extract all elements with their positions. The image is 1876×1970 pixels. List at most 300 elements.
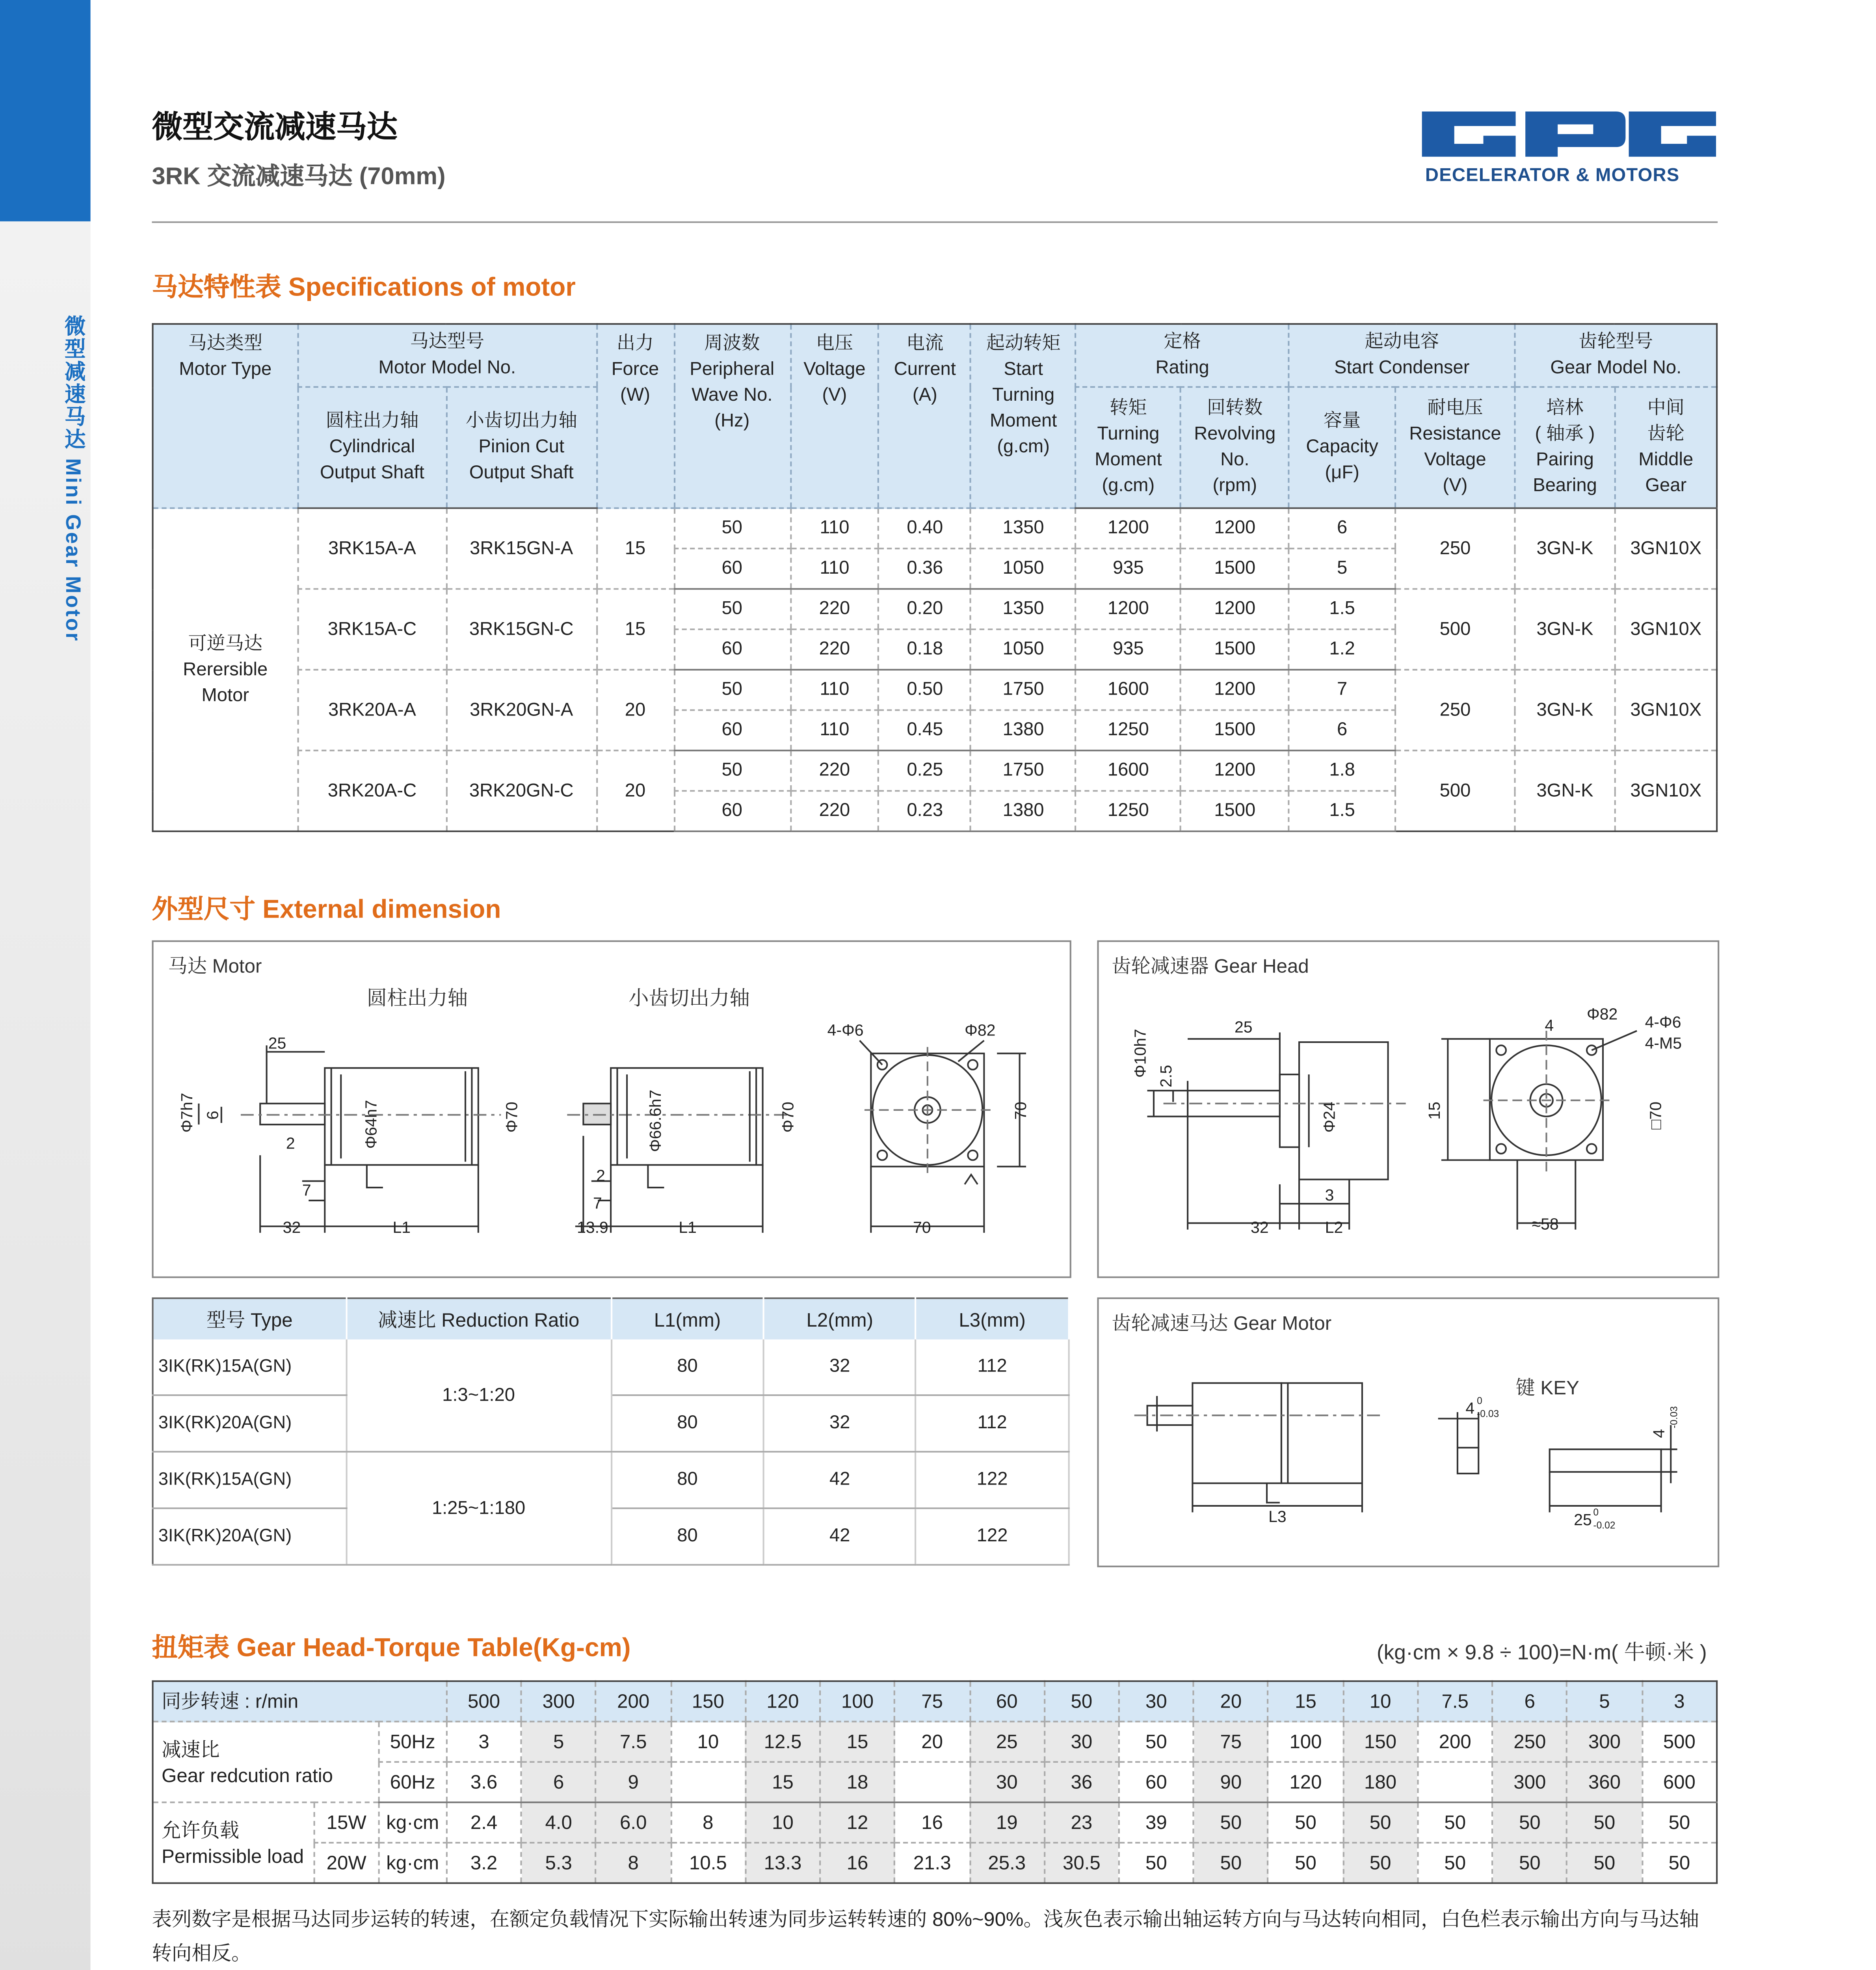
torque-cell: 3 — [446, 1721, 521, 1762]
spec-middle: 3GN10X — [1615, 670, 1717, 751]
hdr-capacity: 容量 Capacity (μF) — [1289, 387, 1395, 508]
torque-section-title: 扭矩表 Gear Head-Torque Table(Kg-cm) — [152, 1635, 631, 1663]
gearhead-drawing — [1099, 942, 1718, 1277]
speed-cell: 500 — [446, 1681, 521, 1722]
spec-middle: 3GN10X — [1615, 589, 1717, 670]
spec-cell: 1600 — [1076, 751, 1181, 791]
torque-cell: 2.4 — [446, 1802, 521, 1843]
torque-cell — [1418, 1762, 1493, 1803]
load-label: 允许负载 Permissible load — [153, 1802, 314, 1883]
torque-cell: 500 — [1642, 1721, 1717, 1762]
spec-cell: 60 — [674, 791, 790, 831]
spec-row — [153, 589, 1717, 630]
hdr-resist: 耐电压 Resistance Voltage (V) — [1395, 387, 1515, 508]
spec-cell: 50 — [674, 670, 790, 710]
hdr-motor-type: 马达类型 Motor Type — [153, 324, 298, 508]
torque-cell: 360 — [1567, 1762, 1642, 1803]
spec-cell: 5 — [1289, 548, 1395, 589]
dim-key-4-lower: -0.03 — [1477, 1409, 1499, 1420]
spec-cell: 0.36 — [879, 548, 971, 589]
torque-cell: 39 — [1119, 1802, 1194, 1843]
dim-gm-L3: L3 — [1268, 1507, 1287, 1526]
motor-drawing-box — [152, 940, 1071, 1278]
torque-cell: 50 — [1493, 1802, 1567, 1843]
dim-gh-58: ≈58 — [1532, 1215, 1559, 1233]
spec-cyl: 3RK20A-C — [298, 751, 446, 831]
w20-label: 20W — [314, 1843, 379, 1883]
torque-cell: 300 — [1493, 1762, 1567, 1803]
type-cell: 3IK(RK)15A(GN) — [153, 1340, 347, 1395]
torque-cell: 50 — [1493, 1843, 1567, 1883]
dim-gh-10h7: Φ10h7 — [1131, 1029, 1149, 1078]
torque-cell — [895, 1762, 970, 1803]
torque-cell: 50 — [1567, 1802, 1642, 1843]
speed-cell: 300 — [521, 1681, 596, 1722]
dim-motor-2: 2 — [286, 1134, 295, 1152]
spec-cell: 1.5 — [1289, 791, 1395, 831]
dim-key-25: 25 — [1574, 1511, 1592, 1529]
side-label: 微型减速马达 Mini Gear Motor — [61, 315, 86, 643]
tt-hdr-l2: L2(mm) — [764, 1298, 916, 1340]
gearmotor-label: 齿轮减速马达 Gear Motor — [1112, 1312, 1332, 1335]
torque-cell: 36 — [1044, 1762, 1119, 1803]
len-cell: 112 — [916, 1395, 1069, 1452]
spec-cell: 1200 — [1076, 589, 1181, 630]
gearhead-drawing-box — [1097, 940, 1719, 1278]
dim-motor2-7: 7 — [593, 1194, 602, 1212]
torque-cell: 25 — [969, 1721, 1044, 1762]
spec-cell: 7 — [1289, 670, 1395, 710]
speed-cell: 7.5 — [1418, 1681, 1493, 1722]
spec-resist: 250 — [1395, 670, 1515, 751]
spec-cell: 1750 — [971, 670, 1076, 710]
len-cell: 80 — [611, 1340, 764, 1395]
dim-key-4v-tol: -0.03 — [1669, 1406, 1680, 1429]
hz50-label: 50Hz — [379, 1721, 446, 1762]
torque-cell: 16 — [895, 1802, 970, 1843]
torque-cell: 21.3 — [895, 1843, 970, 1883]
dims-section-title: 外型尺寸 External dimension — [152, 896, 501, 924]
torque-cell: 50 — [1642, 1843, 1717, 1883]
torque-unit-note: (kg·cm × 9.8 ÷ 100)=N·m( 牛顿·米 ) — [1376, 1640, 1707, 1664]
torque-cell: 10 — [746, 1802, 820, 1843]
torque-row — [153, 1721, 1717, 1762]
torque-cell: 18 — [820, 1762, 895, 1803]
torque-cell: 25.3 — [969, 1843, 1044, 1883]
dim-front-70h: 70 — [1011, 1102, 1030, 1120]
type-cell: 3IK(RK)20A(GN) — [153, 1508, 347, 1565]
spec-cell: 0.50 — [879, 670, 971, 710]
dim-motor-7: 7 — [302, 1181, 311, 1199]
cyl-shaft-label: 圆柱出力轴 — [366, 987, 468, 1010]
spec-cyl: 3RK15A-C — [298, 589, 446, 670]
spec-cyl: 3RK15A-A — [298, 508, 446, 589]
torque-cell: 180 — [1343, 1762, 1418, 1803]
spec-cell: 1380 — [971, 791, 1076, 831]
dim-gh-4phi6: 4-Φ6 — [1645, 1013, 1681, 1031]
torque-row — [153, 1762, 1717, 1803]
spec-middle: 3GN10X — [1615, 751, 1717, 831]
speed-cell: 5 — [1567, 1681, 1642, 1722]
torque-cell: 120 — [1268, 1762, 1343, 1803]
spec-resist: 250 — [1395, 508, 1515, 589]
spec-cell: 1350 — [971, 508, 1076, 549]
ratio-cell: 1:3~1:20 — [346, 1340, 611, 1452]
len-cell: 122 — [916, 1452, 1069, 1509]
hz60-label: 60Hz — [379, 1762, 446, 1803]
hdr-middle: 中间 齿轮 Middle Gear — [1615, 387, 1717, 508]
torque-cell: 50 — [1194, 1843, 1268, 1883]
torque-row — [153, 1681, 1717, 1722]
tt-hdr-l3: L3(mm) — [916, 1298, 1069, 1340]
dim-motor-32: 32 — [283, 1218, 301, 1236]
spec-force: 20 — [597, 670, 674, 751]
spec-cell: 220 — [790, 629, 879, 670]
torque-cell: 30 — [969, 1762, 1044, 1803]
len-cell: 80 — [611, 1395, 764, 1452]
spec-row — [153, 751, 1717, 791]
key-label: 键 KEY — [1515, 1376, 1579, 1399]
dim-gh-25: 25 — [1235, 1018, 1253, 1036]
hdr-rating: 定格 Rating — [1076, 324, 1289, 387]
kgcm-label: kg·cm — [379, 1843, 446, 1883]
spec-cell: 1500 — [1181, 791, 1289, 831]
torque-cell: 3.2 — [446, 1843, 521, 1883]
spec-table — [152, 323, 1718, 832]
kgcm-label: kg·cm — [379, 1802, 446, 1843]
hdr-bearing: 培林 ( 轴承 ) Pairing Bearing — [1515, 387, 1615, 508]
spec-cell: 1750 — [971, 751, 1076, 791]
dim-front-4phi6: 4-Φ6 — [827, 1021, 864, 1039]
hdr-turning: 转矩 Turning Moment (g.cm) — [1076, 387, 1181, 508]
spec-cell: 60 — [674, 710, 790, 751]
spec-cell: 110 — [790, 670, 879, 710]
hdr-pinion: 小齿切出力轴 Pinion Cut Output Shaft — [446, 387, 597, 508]
torque-row — [153, 1802, 1717, 1843]
dim-key-25-lower: -0.02 — [1593, 1520, 1616, 1531]
spec-cell: 50 — [674, 751, 790, 791]
dim-gh-4m5: 4-M5 — [1645, 1034, 1682, 1052]
torque-cell: 50 — [1418, 1802, 1493, 1843]
spec-force: 20 — [597, 751, 674, 831]
spec-cell: 220 — [790, 589, 879, 630]
hdr-condenser: 起动电容 Start Condenser — [1289, 324, 1515, 387]
len-cell: 80 — [611, 1452, 764, 1509]
spec-bearing: 3GN-K — [1515, 670, 1615, 751]
spec-cell: 0.23 — [879, 791, 971, 831]
type-row — [153, 1452, 1069, 1509]
spec-cyl: 3RK20A-A — [298, 670, 446, 751]
page-title: 微型交流减速马达 — [152, 111, 398, 146]
len-cell: 42 — [764, 1452, 916, 1509]
torque-cell: 50 — [1642, 1802, 1717, 1843]
spec-motor-type: 可逆马达 Rerersible Motor — [153, 508, 298, 831]
torque-cell: 9 — [596, 1762, 671, 1803]
hdr-freq: 周波数 Peripheral Wave No. (Hz) — [674, 324, 790, 508]
torque-cell: 3.6 — [446, 1762, 521, 1803]
torque-cell: 7.5 — [596, 1721, 671, 1762]
spec-cell: 110 — [790, 508, 879, 549]
dim-motor-25: 25 — [268, 1034, 286, 1052]
speed-cell: 75 — [895, 1681, 970, 1722]
hdr-gear-model: 齿轮型号 Gear Model No. — [1515, 324, 1717, 387]
spec-bearing: 3GN-K — [1515, 589, 1615, 670]
torque-cell: 4.0 — [521, 1802, 596, 1843]
dim-front-70w: 70 — [913, 1218, 931, 1236]
len-cell: 32 — [764, 1395, 916, 1452]
torque-cell: 60 — [1119, 1762, 1194, 1803]
spec-row — [153, 670, 1717, 710]
torque-cell: 10.5 — [671, 1843, 746, 1883]
spec-cell: 0.45 — [879, 710, 971, 751]
torque-cell: 20 — [895, 1721, 970, 1762]
torque-cell: 23 — [1044, 1802, 1119, 1843]
spec-cell: 1250 — [1076, 710, 1181, 751]
torque-row — [153, 1843, 1717, 1883]
dim-motor-7h7: Φ7h7 — [177, 1093, 196, 1133]
speed-cell: 30 — [1119, 1681, 1194, 1722]
spec-cell: 1600 — [1076, 670, 1181, 710]
spec-cell: 1500 — [1181, 629, 1289, 670]
spec-bearing: 3GN-K — [1515, 751, 1615, 831]
torque-cell: 90 — [1194, 1762, 1268, 1803]
spec-cell: 0.18 — [879, 629, 971, 670]
spec-cell: 1200 — [1181, 751, 1289, 791]
spec-cell: 60 — [674, 629, 790, 670]
dim-motor2-2: 2 — [596, 1166, 606, 1185]
type-cell: 3IK(RK)20A(GN) — [153, 1395, 347, 1452]
torque-cell: 15 — [746, 1762, 820, 1803]
speed-cell: 6 — [1493, 1681, 1567, 1722]
spec-cell: 0.40 — [879, 508, 971, 549]
torque-cell: 19 — [969, 1802, 1044, 1843]
spec-cell: 1.2 — [1289, 629, 1395, 670]
hdr-force: 出力 Force (W) — [597, 324, 674, 508]
hdr-revolving: 回转数 Revolving No. (rpm) — [1181, 387, 1289, 508]
type-cell: 3IK(RK)15A(GN) — [153, 1452, 347, 1509]
spec-resist: 500 — [1395, 589, 1515, 670]
dim-gh-82: Φ82 — [1586, 1005, 1618, 1023]
dim-motor-70: Φ70 — [502, 1102, 521, 1133]
spec-cell: 935 — [1076, 629, 1181, 670]
speed-label: 同步转速 : r/min — [153, 1681, 447, 1722]
type-row — [153, 1340, 1069, 1395]
torque-cell: 50 — [1119, 1721, 1194, 1762]
dim-key-25-upper: 0 — [1593, 1507, 1599, 1518]
torque-cell: 200 — [1418, 1721, 1493, 1762]
torque-cell: 10 — [671, 1721, 746, 1762]
dim-motor-6: 6 — [203, 1111, 222, 1120]
spec-pinion: 3RK15GN-A — [446, 508, 597, 589]
torque-cell: 8 — [596, 1843, 671, 1883]
dim-gh-L2: L2 — [1325, 1218, 1343, 1236]
torque-cell: 50 — [1343, 1802, 1418, 1843]
brand-logo — [1419, 102, 1720, 192]
speed-cell: 15 — [1268, 1681, 1343, 1722]
dim-gh-4: 4 — [1545, 1016, 1554, 1035]
torque-cell: 150 — [1343, 1721, 1418, 1762]
torque-cell: 50 — [1567, 1843, 1642, 1883]
torque-cell: 5.3 — [521, 1843, 596, 1883]
speed-cell: 50 — [1044, 1681, 1119, 1722]
dim-gh-3: 3 — [1325, 1186, 1334, 1204]
dim-key-4v: 4 — [1649, 1429, 1668, 1438]
spec-force: 15 — [597, 508, 674, 589]
spec-force: 15 — [597, 589, 674, 670]
spec-cell: 6 — [1289, 710, 1395, 751]
tt-hdr-ratio: 减速比 Reduction Ratio — [346, 1298, 611, 1340]
spec-cell: 1250 — [1076, 791, 1181, 831]
torque-cell: 30 — [1044, 1721, 1119, 1762]
tt-hdr-type: 型号 Type — [153, 1298, 347, 1340]
torque-cell: 12 — [820, 1802, 895, 1843]
spec-pinion: 3RK15GN-C — [446, 589, 597, 670]
hdr-current: 电流 Current (A) — [879, 324, 971, 508]
spec-cell: 1350 — [971, 589, 1076, 630]
spec-cell: 1.5 — [1289, 589, 1395, 630]
torque-cell: 50 — [1268, 1802, 1343, 1843]
torque-cell: 300 — [1567, 1721, 1642, 1762]
spec-cell: 6 — [1289, 508, 1395, 549]
header-rule — [152, 221, 1718, 223]
torque-cell: 50 — [1343, 1843, 1418, 1883]
torque-cell: 15 — [820, 1721, 895, 1762]
note-cn: 表列数字是根据马达同步运转的转速，在额定负载情况下实际输出转速为同步运转转速的 80%~90%。浅灰色表示输出轴运转方向与马达转向相同，白色栏表示输出方向与马达轴转向相反。 — [152, 1908, 1699, 1965]
hdr-model-no: 马达型号 Motor Model No. — [298, 324, 597, 387]
hdr-start-torque: 起动转矩 Start Turning Moment (g.cm) — [971, 324, 1076, 508]
speed-cell: 10 — [1343, 1681, 1418, 1722]
dim-motor2-L1: L1 — [679, 1218, 697, 1236]
len-cell: 80 — [611, 1508, 764, 1565]
spec-cell: 1200 — [1181, 670, 1289, 710]
spec-cell: 220 — [790, 751, 879, 791]
dim-motor2-66.6h7: Φ66.6h7 — [646, 1089, 665, 1152]
spec-cell: 1500 — [1181, 548, 1289, 589]
torque-cell: 50 — [1119, 1843, 1194, 1883]
spec-cell: 0.20 — [879, 589, 971, 630]
page-subtitle: 3RK 交流减速马达 (70mm) — [152, 163, 446, 191]
spec-cell: 50 — [674, 508, 790, 549]
len-cell: 122 — [916, 1508, 1069, 1565]
spec-cell: 0.25 — [879, 751, 971, 791]
spec-cell: 1380 — [971, 710, 1076, 751]
type-row — [153, 1508, 1069, 1565]
spec-resist: 500 — [1395, 751, 1515, 831]
spec-cell: 1.8 — [1289, 751, 1395, 791]
spec-middle: 3GN10X — [1615, 508, 1717, 589]
spec-section-title: 马达特性表 Specifications of motor — [152, 275, 576, 302]
spec-cell: 1050 — [971, 548, 1076, 589]
torque-cell: 16 — [820, 1843, 895, 1883]
speed-cell: 20 — [1194, 1681, 1268, 1722]
len-cell: 42 — [764, 1508, 916, 1565]
logo-mark — [1419, 102, 1720, 166]
dim-gh-70: □70 — [1646, 1102, 1665, 1130]
ratio-label: 减速比 Gear redcution ratio — [153, 1721, 379, 1802]
torque-cell — [671, 1762, 746, 1803]
spec-pinion: 3RK20GN-A — [446, 670, 597, 751]
torque-cell: 6 — [521, 1762, 596, 1803]
speed-cell: 200 — [596, 1681, 671, 1722]
dim-key-4: 4 — [1465, 1399, 1475, 1418]
torque-cell: 600 — [1642, 1762, 1717, 1803]
dim-motor2-70: Φ70 — [779, 1102, 797, 1133]
hdr-cylindrical: 圆柱出力轴 Cylindrical Output Shaft — [298, 387, 446, 508]
len-cell: 112 — [916, 1340, 1069, 1395]
torque-cell: 75 — [1194, 1721, 1268, 1762]
speed-cell: 120 — [746, 1681, 820, 1722]
dim-motor-L1: L1 — [392, 1218, 411, 1236]
dim-gh-15: 15 — [1425, 1102, 1443, 1120]
spec-cell: 1200 — [1076, 508, 1181, 549]
hdr-voltage: 电压 Voltage (V) — [790, 324, 879, 508]
spec-cell: 1050 — [971, 629, 1076, 670]
torque-cell: 50 — [1194, 1802, 1268, 1843]
gearhead-label: 齿轮减速器 Gear Head — [1112, 955, 1309, 978]
motor-label: 马达 Motor — [168, 955, 262, 978]
gearmotor-drawing — [1099, 1299, 1718, 1566]
torque-cell: 50 — [1418, 1843, 1493, 1883]
type-row — [153, 1395, 1069, 1452]
spec-bearing: 3GN-K — [1515, 508, 1615, 589]
torque-cell: 12.5 — [746, 1721, 820, 1762]
speed-cell: 3 — [1642, 1681, 1717, 1722]
spec-cell: 60 — [674, 548, 790, 589]
torque-cell: 250 — [1493, 1721, 1567, 1762]
dim-motor-64h7: Φ64h7 — [362, 1100, 380, 1149]
torque-cell: 8 — [671, 1802, 746, 1843]
torque-cell: 50 — [1268, 1843, 1343, 1883]
len-cell: 32 — [764, 1340, 916, 1395]
notes — [152, 1903, 1718, 1970]
torque-cell: 100 — [1268, 1721, 1343, 1762]
spec-cell: 1200 — [1181, 508, 1289, 549]
spec-cell: 1500 — [1181, 710, 1289, 751]
spec-cell: 1200 — [1181, 589, 1289, 630]
torque-table — [152, 1680, 1718, 1884]
spec-pinion: 3RK20GN-C — [446, 751, 597, 831]
dim-gh-32: 32 — [1251, 1218, 1269, 1236]
tt-hdr-l1: L1(mm) — [611, 1298, 764, 1340]
dim-front-82: Φ82 — [965, 1021, 996, 1039]
torque-cell: 6.0 — [596, 1802, 671, 1843]
spec-cell: 220 — [790, 791, 879, 831]
spec-cell: 935 — [1076, 548, 1181, 589]
dim-key-4-upper: 0 — [1477, 1396, 1482, 1407]
dim-motor2-13.9: 13.9 — [576, 1218, 608, 1236]
speed-cell: 150 — [671, 1681, 746, 1722]
dim-gh-2.5: 2.5 — [1157, 1065, 1175, 1087]
type-table — [152, 1297, 1069, 1566]
w15-label: 15W — [314, 1802, 379, 1843]
pinion-shaft-label: 小齿切出力轴 — [628, 987, 750, 1010]
speed-cell: 60 — [969, 1681, 1044, 1722]
dim-gh-24: Φ24 — [1320, 1102, 1339, 1133]
spec-cell: 110 — [790, 710, 879, 751]
gearmotor-drawing-box — [1097, 1297, 1719, 1567]
motor-drawing — [154, 942, 1070, 1277]
torque-cell: 13.3 — [746, 1843, 820, 1883]
ratio-cell: 1:25~1:180 — [346, 1452, 611, 1565]
logo-tagline: DECELERATOR & MOTORS — [1425, 166, 1680, 186]
spec-cell: 50 — [674, 589, 790, 630]
torque-cell: 5 — [521, 1721, 596, 1762]
spec-row — [153, 508, 1717, 549]
side-bar — [0, 0, 91, 1970]
torque-cell: 30.5 — [1044, 1843, 1119, 1883]
speed-cell: 100 — [820, 1681, 895, 1722]
side-accent-block — [0, 0, 91, 221]
